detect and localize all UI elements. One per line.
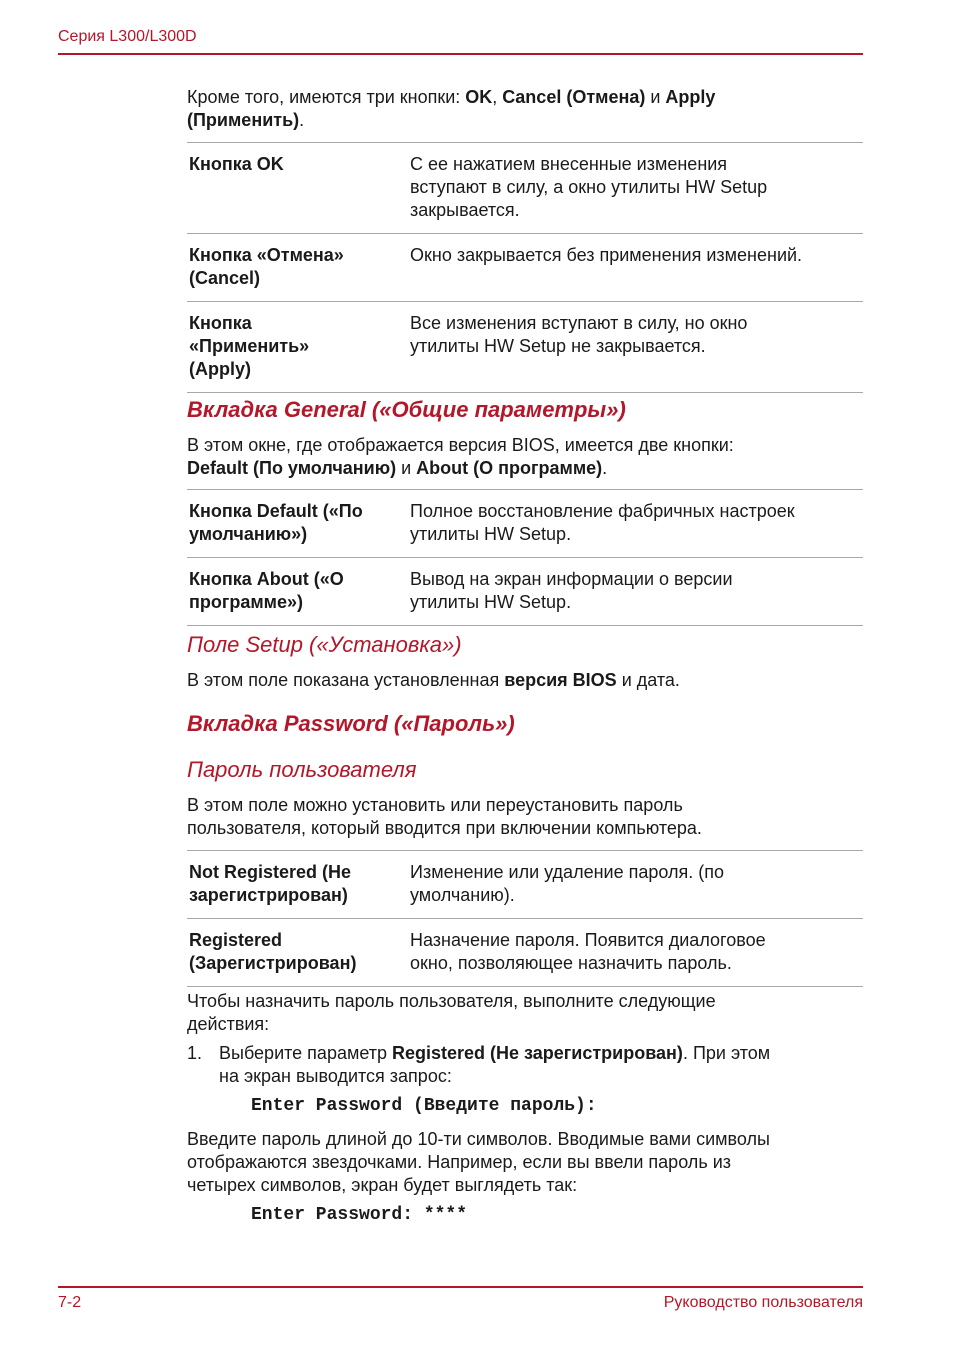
row-term — [187, 153, 410, 222]
setup-bios: версия BIOS — [504, 670, 617, 690]
intro-apply-ru: (Применить) — [187, 110, 300, 130]
term-line: (Зарегистрирован) — [189, 953, 357, 973]
step-1-text — [219, 1042, 863, 1088]
row-description — [410, 500, 863, 546]
password-paragraph — [187, 794, 863, 840]
row-term — [187, 929, 410, 975]
description-line: утилиты HW Setup. — [410, 524, 572, 544]
description-line: Назначение пароля. Появится диалоговое — [410, 930, 766, 950]
user-password-subheading: Пароль пользователя — [187, 757, 417, 782]
password-heading: Вкладка Password («Пароль») — [187, 711, 515, 736]
code-masked-example: Enter Password: **** — [251, 1205, 468, 1225]
row-description — [410, 929, 863, 975]
footer-rule — [58, 1286, 863, 1288]
footer-title: Руководство пользователя — [663, 1294, 863, 1311]
table-row — [187, 302, 863, 393]
general-line1: В этом окне, где отображается версия BIOS, имеется две кнопки: — [187, 435, 734, 455]
description-line: Все изменения вступают в силу, но окно — [410, 313, 748, 333]
intro-comma: , — [492, 87, 503, 107]
term-line: «Применить» — [189, 336, 310, 356]
intro-ok: OK — [465, 87, 493, 107]
row-term — [187, 568, 410, 614]
description-line: окно, позволяющее назначить пароль. — [410, 953, 732, 973]
buttons-table — [187, 142, 863, 393]
general-table — [187, 489, 863, 626]
setup-paragraph — [187, 669, 863, 692]
term-line: Not Registered (Не — [189, 862, 352, 882]
table-row — [187, 234, 863, 302]
page-number: 7-2 — [58, 1294, 82, 1311]
general-period: . — [602, 458, 608, 478]
general-paragraph — [187, 434, 863, 480]
password-length-paragraph — [187, 1128, 863, 1197]
description-line: Вывод на экран информации о версии — [410, 569, 733, 589]
description-line: закрывается. — [410, 200, 520, 220]
term-line: программе») — [189, 592, 304, 612]
intro-period: . — [299, 110, 305, 130]
step-1-part1: Выберите параметр — [219, 1043, 393, 1063]
general-heading: Вкладка General («Общие параметры») — [187, 397, 626, 422]
table-row — [187, 851, 863, 919]
row-description — [410, 568, 863, 614]
description-line: Окно закрывается без применения изменений. — [410, 245, 803, 265]
step-number: 1. — [187, 1043, 203, 1063]
setup-heading: Поле Setup («Установка») — [187, 632, 462, 657]
table-row — [187, 490, 863, 558]
steps-intro — [187, 990, 863, 1036]
setup-date: и дата. — [616, 670, 680, 690]
general-default: Default (По умолчанию) — [187, 458, 397, 478]
row-description — [410, 861, 863, 907]
step-1-line2: на экран выводится запрос: — [219, 1066, 452, 1086]
row-term — [187, 500, 410, 546]
term-line: Кнопка — [189, 313, 252, 333]
intro-and: и — [645, 87, 666, 107]
term-line: умолчанию») — [189, 524, 308, 544]
password-table — [187, 850, 863, 987]
running-header: Серия L300/L300D — [58, 28, 197, 45]
description-line: Полное восстановление фабричных настроек — [410, 501, 795, 521]
general-about: About (О программе) — [416, 458, 603, 478]
general-and: и — [396, 458, 417, 478]
steps-intro-line1: Чтобы назначить пароль пользователя, выполните следующие — [187, 991, 716, 1011]
length-line1: Введите пароль длиной до 10-ти символов. Вводимые вами символы — [187, 1129, 770, 1149]
length-line3: четырех символов, экран будет выглядеть так: — [187, 1175, 578, 1195]
row-term — [187, 861, 410, 907]
password-line1: В этом поле можно установить или переустановить пароль — [187, 795, 683, 815]
term-line: Кнопка Default («По — [189, 501, 363, 521]
step-1-part2: . При этом — [682, 1043, 771, 1063]
row-term — [187, 244, 410, 290]
table-row — [187, 143, 863, 234]
term-line: Кнопка About («О — [189, 569, 344, 589]
setup-text: В этом поле показана установленная — [187, 670, 505, 690]
term-line: зарегистрирован) — [189, 885, 348, 905]
intro-cancel: Cancel (Отмена) — [502, 87, 646, 107]
description-line: вступают в силу, а окно утилиты HW Setup — [410, 177, 768, 197]
description-line: утилиты HW Setup не закрывается. — [410, 336, 706, 356]
description-line: Изменение или удаление пароля. (по — [410, 862, 724, 882]
term-line: (Cancel) — [189, 268, 261, 288]
term-line: Registered — [189, 930, 283, 950]
steps-intro-line2: действия: — [187, 1014, 270, 1034]
row-term — [187, 312, 410, 381]
description-line: умолчанию). — [410, 885, 515, 905]
length-line2: отображаются звездочками. Например, если вы ввели пароль из — [187, 1152, 731, 1172]
description-line: С ее нажатием внесенные изменения — [410, 154, 728, 174]
step-1-option: Registered (Не зарегистрирован) — [392, 1043, 683, 1063]
code-prompt: Enter Password (Введите пароль): — [251, 1096, 597, 1116]
term-line: Кнопка OK — [189, 154, 284, 174]
password-line2: пользователя, который вводится при включении компьютера. — [187, 818, 702, 838]
table-row — [187, 919, 863, 987]
intro-paragraph — [187, 86, 863, 132]
intro-text: Кроме того, имеются три кнопки: — [187, 87, 466, 107]
row-description — [410, 153, 863, 222]
row-description — [410, 244, 863, 290]
row-description — [410, 312, 863, 381]
description-line: утилиты HW Setup. — [410, 592, 572, 612]
table-row — [187, 558, 863, 626]
header-rule — [58, 53, 863, 55]
term-line: Кнопка «Отмена» — [189, 245, 344, 265]
intro-apply: Apply — [665, 87, 716, 107]
term-line: (Apply) — [189, 359, 251, 379]
